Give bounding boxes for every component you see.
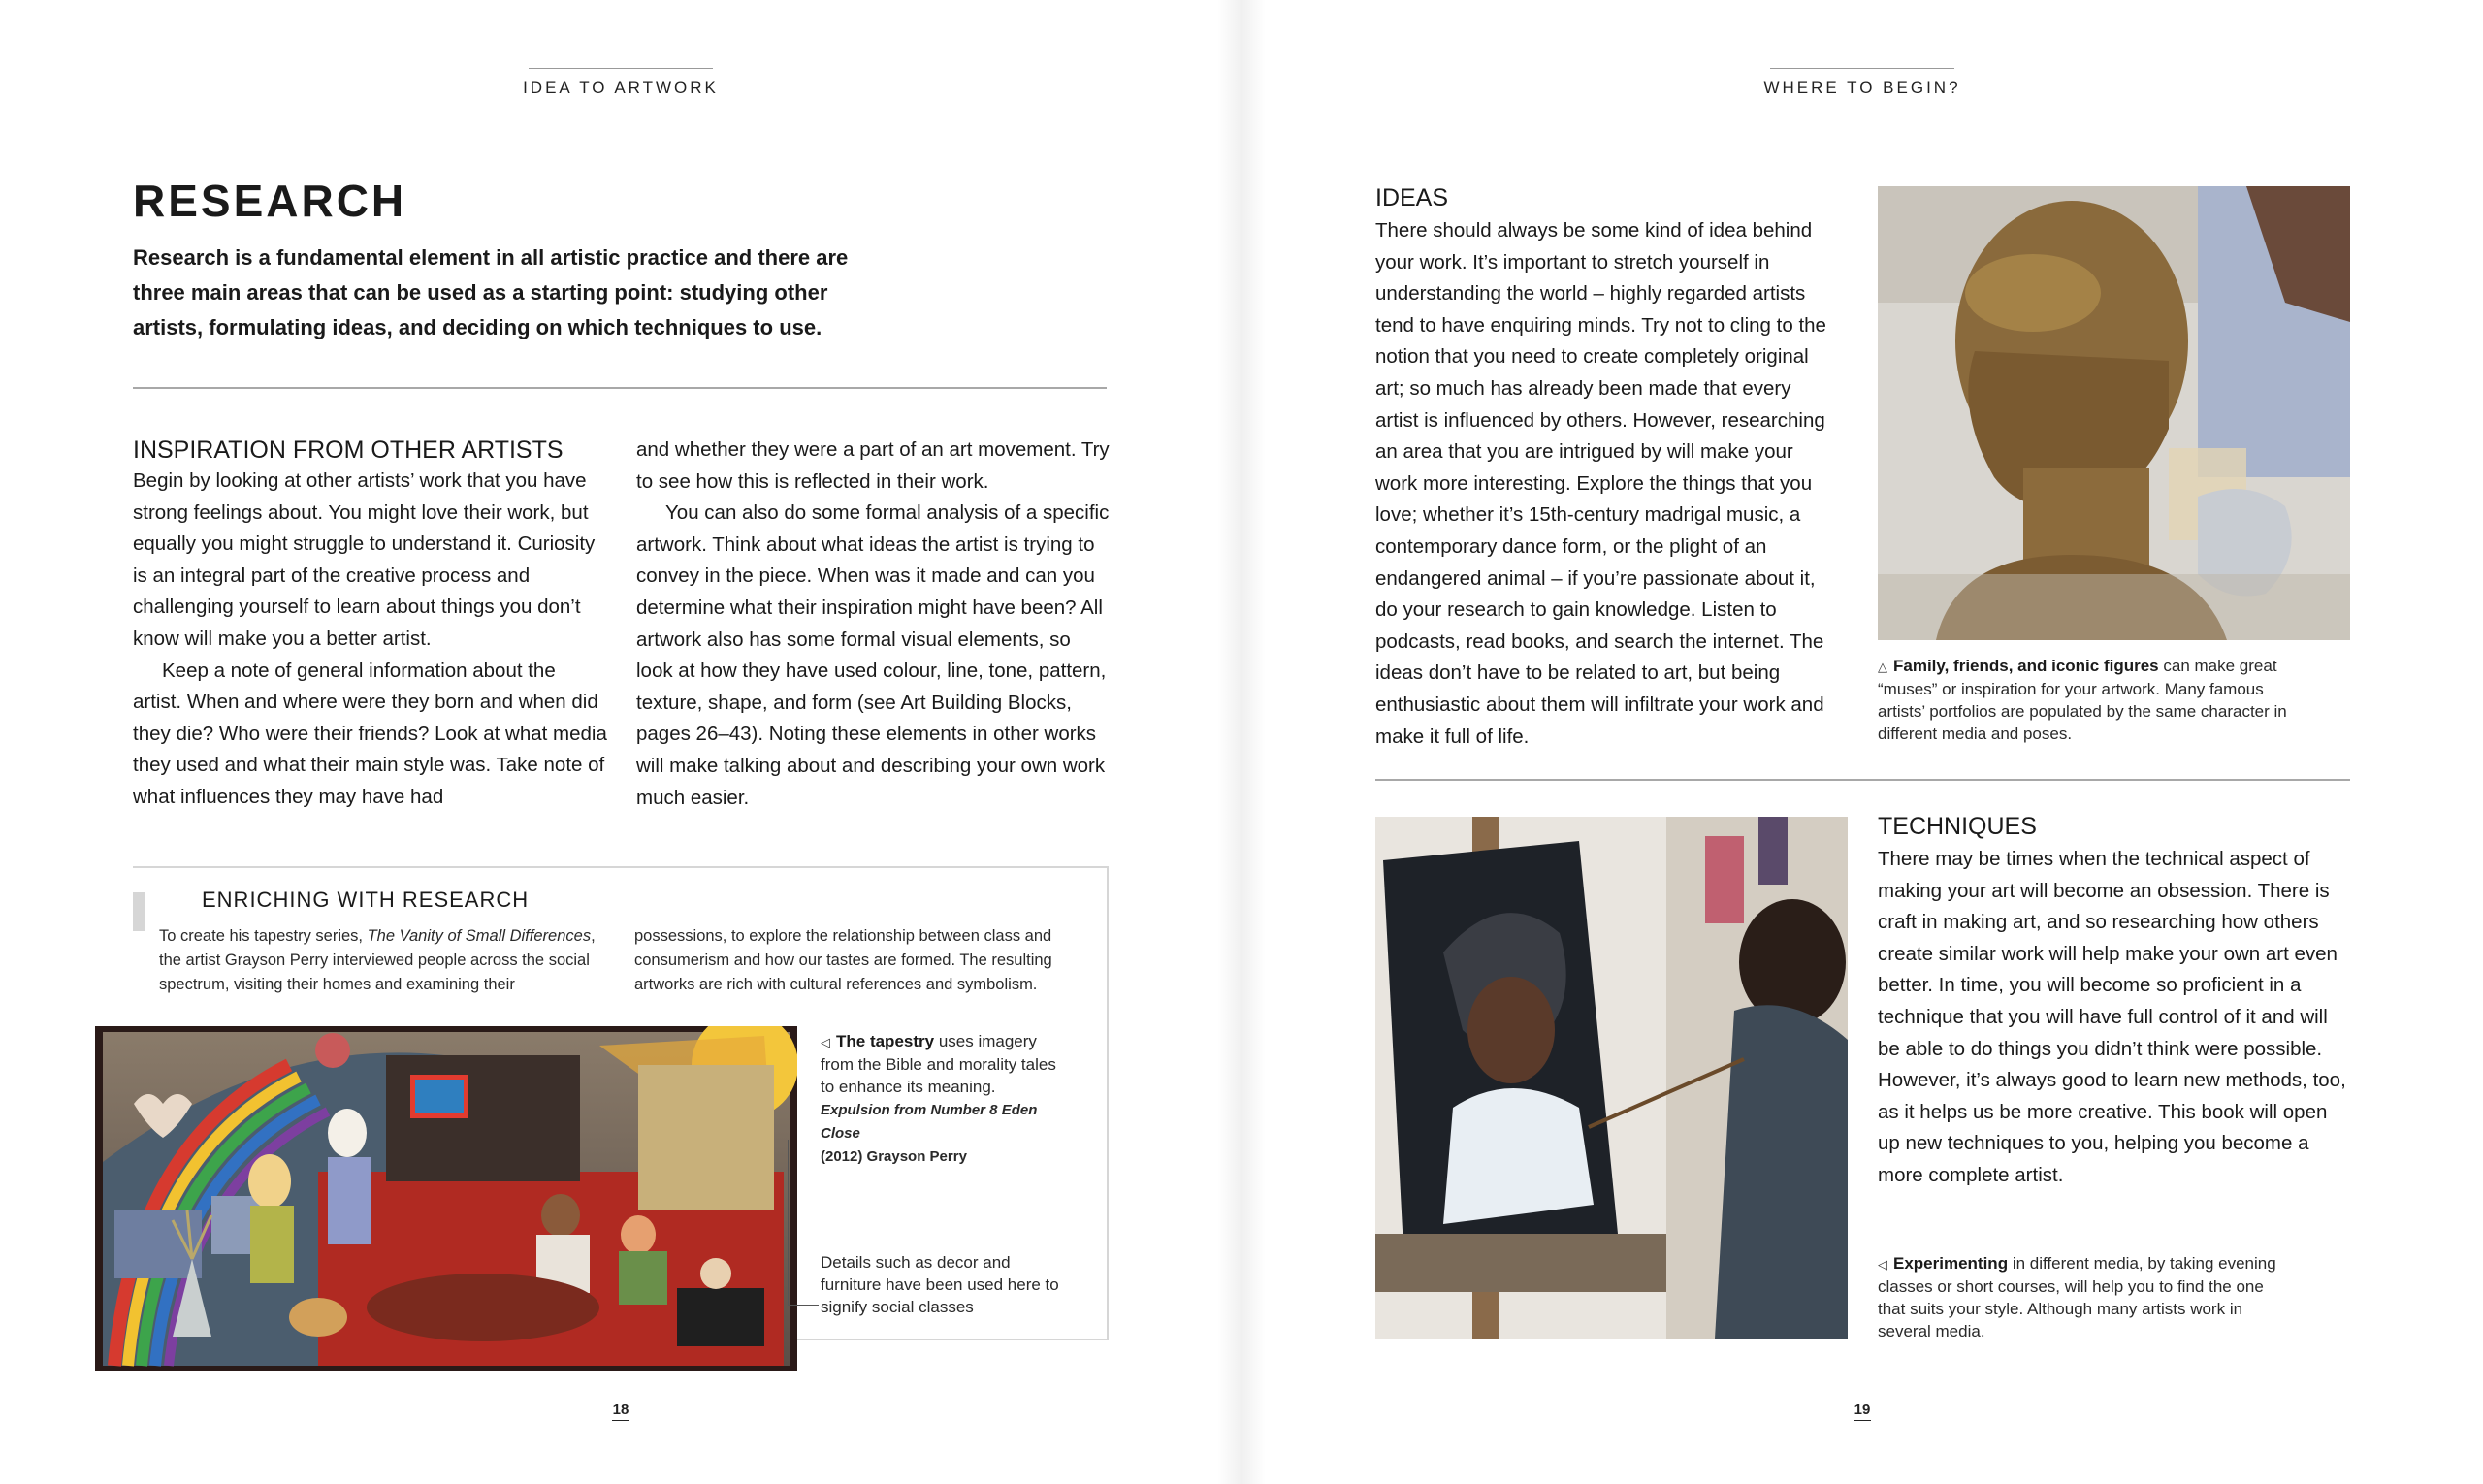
- right-page-number: [1843, 1402, 1882, 1421]
- left-page-number: [601, 1402, 640, 1421]
- techniques-heading: TECHNIQUES: [1878, 813, 2037, 840]
- painter-at-easel-photo: [1375, 817, 1848, 1339]
- enriching-column-2: possessions, to explore the relationship between class and consumerism and how our tastes are formed. The resulting artworks are rich with cultural references and symbolism.: [634, 927, 1052, 993]
- page-title: RESEARCH: [133, 176, 407, 226]
- techniques-text: There may be times when the technical aspect of making your art will become an obsession. There is craft in making art, and so researching how others create similar work will help make your own art even better. In time, you will become so proficient in a technique that you will have full control of it and will be able to do things you didn’t think were possible. However, it’s always good to learn new methods, too, as it helps us be more creative. This book will open up new techniques to you, helping you become a more complete artist.: [1878, 848, 2346, 1186]
- triangle-left-icon: ◁: [821, 1035, 830, 1049]
- page-number-underline: [1854, 1420, 1871, 1421]
- right-section-divider: [1375, 779, 2350, 781]
- tapestry-caption-rest: uses imagery from the Bible and morality tales to enhance its meaning.: [821, 1032, 1056, 1096]
- inspiration-column-2: [636, 435, 1112, 814]
- painter-illustration: [1375, 817, 1848, 1339]
- tapestry-caption: [821, 1030, 1063, 1168]
- painting-caption-rest: in different media, by taking evening classes or short courses, will help you to find the one that suits your style. Although many artists work in several media.: [1878, 1254, 2276, 1340]
- bust-illustration: [1878, 186, 2350, 640]
- bust-caption: [1878, 655, 2295, 745]
- detail-callout-leader-h: [788, 1305, 819, 1306]
- tapestry-image: [95, 1026, 797, 1371]
- detail-callout: Details such as decor and furniture have been used here to signify social classes: [821, 1253, 1059, 1316]
- inspiration-heading: INSPIRATION FROM OTHER ARTISTS: [133, 436, 564, 464]
- ideas-heading: IDEAS: [1375, 184, 1449, 211]
- triangle-left-icon: ◁: [1878, 1257, 1887, 1272]
- sculpted-bust-photo: [1878, 186, 2350, 640]
- bust-caption-rest: can make great “muses” or inspiration for your artwork. Many famous artists’ portfolios are populated by the same character in different media and poses.: [1878, 657, 2287, 743]
- intro-paragraph: Research is a fundamental element in all artistic practice and there are three main areas that can be used as a starting point: studying other artists, formulating ideas, and deciding on which techniques to use.: [133, 245, 849, 339]
- enriching-col1-post: , the artist Grayson Perry interviewed people across the social spectrum, visiting their homes and examining their: [159, 927, 596, 993]
- tapestry-caption-title: Expulsion from Number 8 Eden Close: [821, 1102, 1038, 1142]
- triangle-up-icon: △: [1878, 660, 1887, 674]
- bust-caption-bold: Family, friends, and iconic figures: [1893, 657, 2159, 675]
- inspiration-paragraph-2: Keep a note of general information about the artist. When and where were they born and when did they die? Who were their friends? Look at what media they used and what their main style was. Take note of what influences they may have had: [133, 659, 607, 808]
- right-running-head: [1746, 68, 1979, 98]
- tapestry-caption-bold: The tapestry: [836, 1032, 935, 1050]
- left-page-number-text: 18: [612, 1402, 629, 1418]
- detail-callout-leader: [788, 1140, 789, 1305]
- right-page-number-text: 19: [1854, 1402, 1871, 1418]
- running-head-rule: [529, 68, 713, 69]
- enriching-col1-italic: The Vanity of Small Differences: [367, 927, 592, 945]
- left-section-divider: [133, 387, 1107, 389]
- left-running-head: [504, 68, 737, 98]
- tapestry-caption-credit: (2012) Grayson Perry: [821, 1148, 967, 1165]
- left-running-head-text: IDEA TO ARTWORK: [523, 79, 719, 97]
- inspiration-paragraph-1: Begin by looking at other artists’ work that you have strong feelings about. You might love their work, but equally you might struggle to understand it. Curiosity is an integral part of the creative process and challenging yourself to learn about things you don’t know will make you a better artist.: [133, 469, 596, 650]
- inspiration-paragraph-3: and whether they were a part of an art movement. Try to see how this is reflected in their work.: [636, 438, 1110, 493]
- enriching-box-accent-bar: [133, 892, 145, 931]
- enriching-column-1: [159, 924, 596, 996]
- running-head-rule: [1770, 68, 1954, 69]
- enriching-col1-pre: To create his tapestry series,: [159, 927, 368, 945]
- enriching-heading: ENRICHING WITH RESEARCH: [202, 887, 530, 912]
- inspiration-paragraph-4: You can also do some formal analysis of a specific artwork. Think about what ideas the artist is trying to convey in the piece. When was it made and can you determine what their inspiration might have been? All artwork also has some formal visual elements, so look at how they have used colour, line, tone, pattern, texture, shape, and form (see Art Building Blocks, pages 26–43). Noting these elements in other works will make talking about and describing your own work much easier.: [636, 501, 1110, 809]
- ideas-text: There should always be some kind of idea behind your work. It’s important to stretch yourself in understanding the world – highly regarded artists tend to have enquiring minds. Try not to cling to the notion that you need to create completely original art; so much has already been made that every artist is influenced by others. However, researching an area that you are intrigued by will make your work more interesting. Explore the things that you love; whether it’s 15th-century madrigal music, a contemporary dance form, or the plight of an endangered animal – if you’re passionate about it, do your research to gain knowledge. Listen to podcasts, read books, and search the internet. The ideas don’t have to be related to art, but being enthusiastic about them will infiltrate your work and make it full of life.: [1375, 219, 1826, 748]
- painting-caption-bold: Experimenting: [1893, 1254, 2009, 1273]
- tapestry-illustration: [95, 1026, 797, 1371]
- page-number-underline: [612, 1420, 629, 1421]
- painting-caption: [1878, 1252, 2295, 1342]
- right-running-head-text: WHERE TO BEGIN?: [1763, 79, 1961, 97]
- inspiration-column-1: [133, 466, 608, 814]
- book-spine: [1217, 0, 1266, 1484]
